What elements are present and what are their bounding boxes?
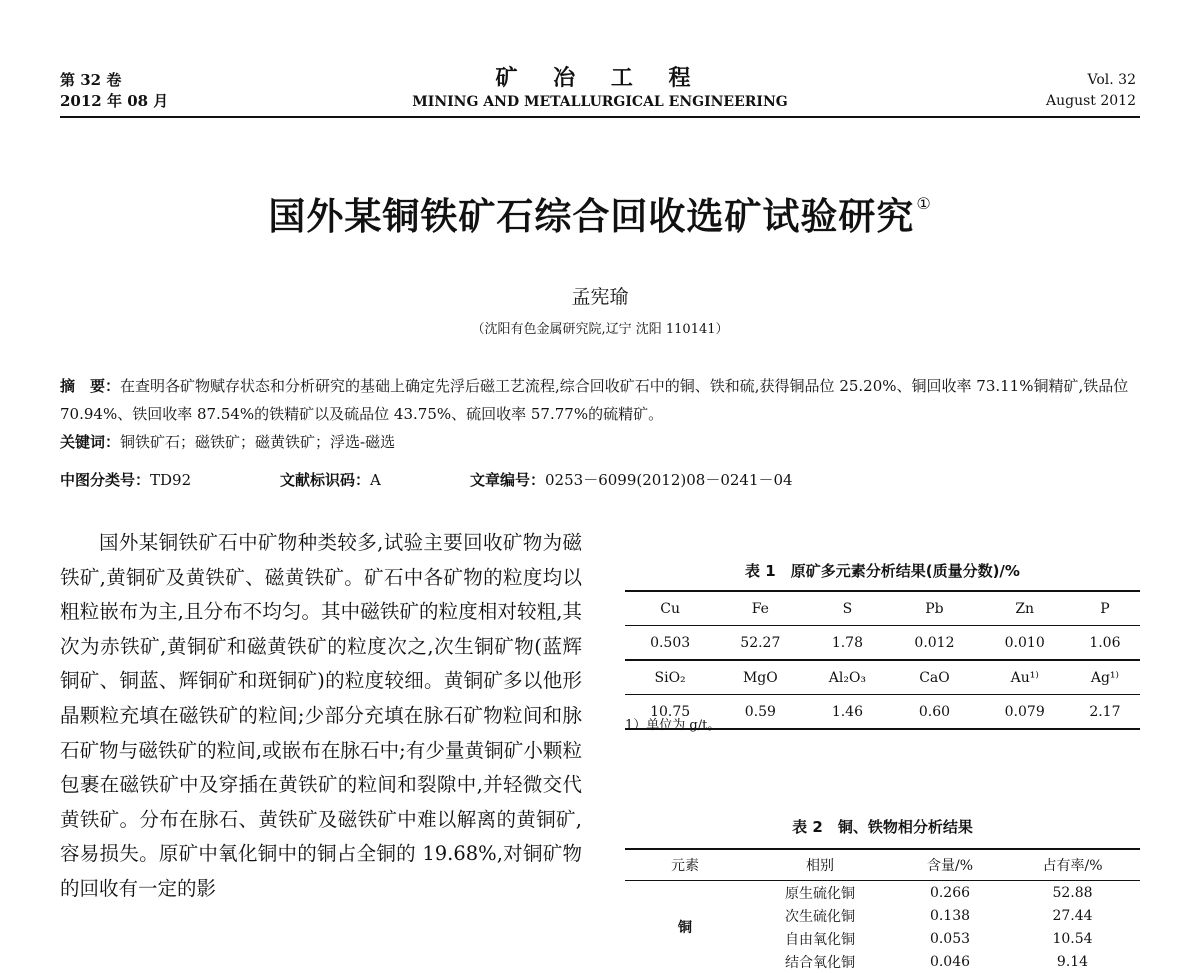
volume-cn: 第 32 卷 (60, 70, 168, 91)
t1-header-cell: S (805, 591, 889, 626)
t2-phase-cell: 次生硫化铜 (745, 904, 895, 927)
t2-content-cell: 0.053 (895, 927, 1005, 950)
t1-value-cell: 0.59 (715, 695, 805, 730)
keywords-label: 关键词： (60, 433, 120, 451)
t1-header-cell: MgO (715, 660, 805, 695)
t1-value-cell: 1.46 (805, 695, 889, 730)
author: 孟宪瑜 (0, 282, 1200, 309)
t2-share-cell: 27.44 (1005, 904, 1140, 927)
t1-header-cell: Au¹⁾ (980, 660, 1070, 695)
t1-value-cell: 0.60 (889, 695, 979, 730)
t2-share-cell: 52.88 (1005, 881, 1140, 905)
affiliation: （沈阳有色金属研究院,辽宁 沈阳 110141） (0, 318, 1200, 337)
clc-value: TD92 (150, 471, 191, 489)
table-1-footnote: 1）单位为 g/t。 (625, 714, 720, 733)
abstract-block (60, 372, 1140, 456)
table-2-caption: 表 2 铜、铁物相分析结果 (625, 818, 1140, 848)
t2-phase-cell: 原生硫化铜 (745, 881, 895, 905)
table-1-caption: 表 1 原矿多元素分析结果(质量分数)/% (625, 560, 1140, 590)
t1-header-cell: CaO (889, 660, 979, 695)
article-title (0, 186, 1200, 240)
journal-title-cn: 矿 冶 工 程 (0, 64, 1200, 92)
t2-content-cell: 0.046 (895, 950, 1005, 973)
t2-content-cell: 0.138 (895, 904, 1005, 927)
t1-header-cell: Al₂O₃ (805, 660, 889, 695)
title-footnote-mark: ① (916, 194, 931, 213)
title-text: 国外某铜铁矿石综合回收选矿试验研究 (268, 195, 914, 238)
body-paragraph: 国外某铜铁矿石中矿物种类较多,试验主要回收矿物为磁铁矿,黄铜矿及黄铁矿、磁黄铁矿。矿石中各矿物的粒度均以粗粒嵌布为主,且分布不均匀。其中磁铁矿的粒度相对较粗,其次为赤铁矿,黄铜矿和磁黄铁矿的粒度次之,次生铜矿物(蓝辉铜矿、铜蓝、辉铜矿和斑铜矿)的粒度较细。黄铜矿多以他形晶颗粒充填在磁铁矿的粒间;少部分充填在脉石矿物粒间和脉石矿物与磁铁矿的粒间,或嵌布在脉石中;有少量黄铜矿小颗粒包裹在磁铁矿中及穿插在黄铁矿的粒间和裂隙中,并轻微交代黄铁矿。分布在脉石、黄铁矿及磁铁矿中难以解离的黄铜矿,容易损失。原矿中氧化铜中的铜占全铜的 19.68%,对铜矿物的回收有一定的影 (60, 526, 582, 907)
table-1-grid (625, 590, 1140, 730)
article-number-value: 0253－6099(2012)08－0241－04 (545, 471, 793, 489)
t2-header-cell: 含量/% (895, 849, 1005, 881)
t1-value-cell: 10.75 (625, 695, 715, 730)
keywords (60, 428, 1140, 456)
clc (60, 466, 191, 494)
t1-value-cell: 1.06 (1070, 626, 1140, 661)
volume-en: Vol. 32 (1046, 70, 1136, 91)
t1-header-cell: Pb (889, 591, 979, 626)
abstract-label: 摘 要： (60, 377, 120, 395)
date-cn: 2012 年 08 月 (60, 91, 168, 112)
t2-header-cell: 占有率/% (1005, 849, 1140, 881)
table-1 (625, 560, 1140, 730)
keywords-text: 铜铁矿石；磁铁矿；磁黄铁矿；浮选-磁选 (120, 433, 395, 451)
t2-element-cell: 铜 (625, 881, 745, 973)
table-row (625, 881, 1140, 905)
date-en: August 2012 (1046, 91, 1136, 112)
t1-value-cell: 52.27 (715, 626, 805, 661)
t1-value-cell: 0.503 (625, 626, 715, 661)
table-2-grid (625, 848, 1140, 973)
t1-header-cell: Zn (980, 591, 1070, 626)
clc-label: 中图分类号： (60, 471, 150, 489)
journal-title-en: MINING AND METALLURGICAL ENGINEERING (0, 92, 1200, 112)
t1-value-cell: 0.079 (980, 695, 1070, 730)
header-rule (60, 116, 1140, 118)
doc-code-label: 文献标识码： (280, 471, 370, 489)
article-number (470, 466, 793, 494)
abstract-text: 在查明各矿物赋存状态和分析研究的基础上确定先浮后磁工艺流程,综合回收矿石中的铜、铁和硫,获得铜品位 25.20%、铜回收率 73.11%铜精矿,铁品位 70.94%、铁回收率 87.54%的铁精矿以及硫品位 43.75%、硫回收率 57.77%的硫精矿。 (60, 377, 1128, 423)
article-number-label: 文章编号： (470, 471, 545, 489)
body-column-left (60, 526, 582, 907)
t1-value-cell: 0.010 (980, 626, 1070, 661)
t1-value-cell: 2.17 (1070, 695, 1140, 730)
t1-header-cell: P (1070, 591, 1140, 626)
t1-value-cell: 0.012 (889, 626, 979, 661)
header-right (1046, 70, 1136, 112)
table-2 (625, 818, 1140, 973)
doc-code-value: A (370, 471, 381, 489)
t2-phase-cell: 自由氧化铜 (745, 927, 895, 950)
t2-share-cell: 10.54 (1005, 927, 1140, 950)
t2-header-cell: 相别 (745, 849, 895, 881)
t2-header-cell: 元素 (625, 849, 745, 881)
journal-masthead (0, 64, 1200, 112)
t2-content-cell: 0.266 (895, 881, 1005, 905)
doc-code (280, 466, 381, 494)
t1-header-cell: Cu (625, 591, 715, 626)
t1-header-cell: Fe (715, 591, 805, 626)
t2-share-cell: 9.14 (1005, 950, 1140, 973)
t1-value-cell: 1.78 (805, 626, 889, 661)
t1-header-cell: Ag¹⁾ (1070, 660, 1140, 695)
t2-phase-cell: 结合氧化铜 (745, 950, 895, 973)
t1-header-cell: SiO₂ (625, 660, 715, 695)
abstract (60, 372, 1140, 428)
